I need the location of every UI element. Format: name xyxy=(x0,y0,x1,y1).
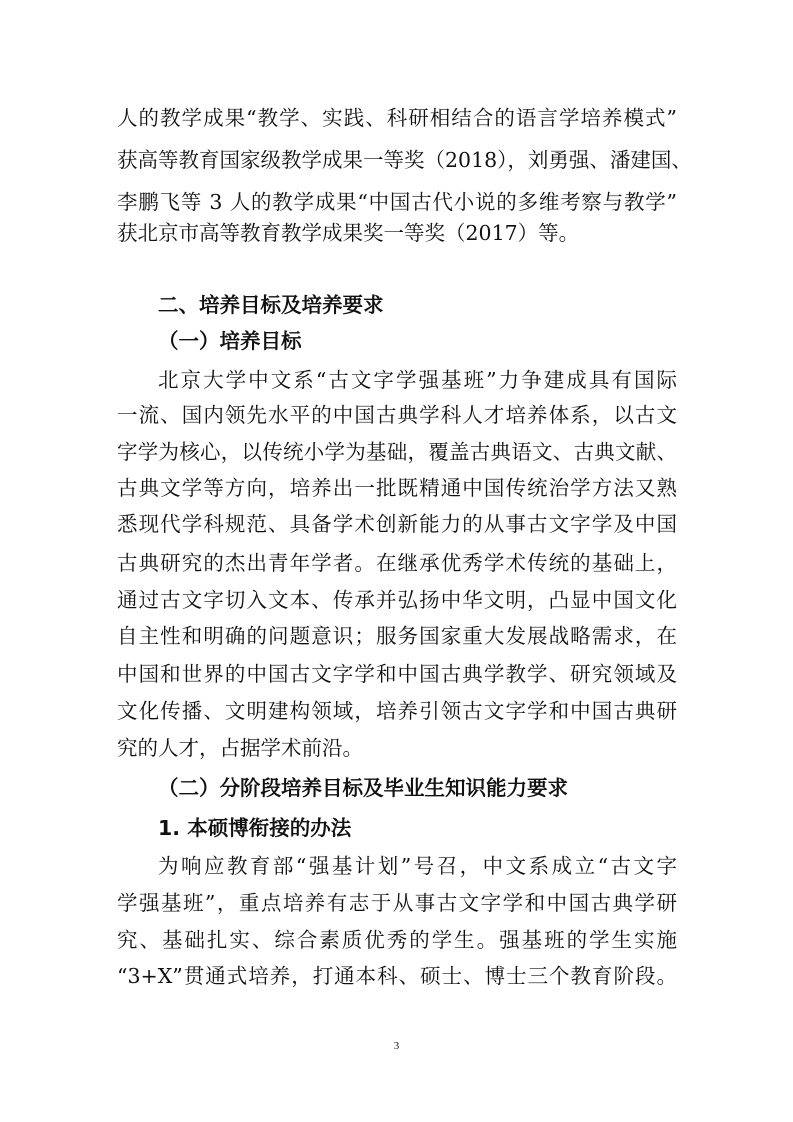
paragraph-line: 究、基础扎实、综合素质优秀的学生。强基班的学生实施 xyxy=(117,928,677,952)
paragraph-line: 通过古文字切入文本、传承并弘扬中华文明，凸显中国文化 xyxy=(117,588,677,612)
subsection-heading: （一）培养目标 xyxy=(158,329,302,353)
paragraph-line: 文化传播、文明建构领域，培养引领古文字学和中国古典研 xyxy=(117,699,677,723)
paragraph-line: 悉现代学科规范、具备学术创新能力的从事古文字学及中国 xyxy=(117,512,677,536)
section-heading: 二、培养目标及培养要求 xyxy=(158,293,384,317)
paragraph-line: “3+X”贯通式培养，打通本科、硕士、博士三个教育阶段。 xyxy=(117,964,677,988)
paragraph-line: 获高等教育国家级教学成果一等奖（2018），刘勇强、潘建国、 xyxy=(117,148,692,172)
paragraph-line: 究的人才，占据学术前沿。 xyxy=(117,736,363,760)
paragraph-line: 获北京市高等教育教学成果奖一等奖（2017）等。 xyxy=(117,221,580,245)
paragraph-line: 人的教学成果“教学、实践、科研相结合的语言学培养模式” xyxy=(117,106,677,130)
paragraph-line: 李鹏飞等 3 人的教学成果“中国古代小说的多维考察与教学” xyxy=(117,190,677,214)
subsection-heading: （二）分阶段培养目标及毕业生知识能力要求 xyxy=(158,776,568,800)
paragraph-line: 中国和世界的中国古文字学和中国古典学教学、研究领域及 xyxy=(117,662,677,686)
item-heading: 1. 本硕博衔接的办法 xyxy=(158,816,352,840)
paragraph-line: 字学为核心，以传统小学为基础，覆盖古典语文、古典文献、 xyxy=(117,440,677,464)
paragraph-line: 古典文学等方向，培养出一批既精通中国传统治学方法又熟 xyxy=(117,476,677,500)
paragraph-line: 古典研究的杰出青年学者。在继承优秀学术传统的基础上， xyxy=(117,551,677,575)
paragraph-line: 为响应教育部“强基计划”号召，中文系成立“古文字 xyxy=(158,854,677,878)
page-number: 3 xyxy=(393,1040,400,1052)
paragraph-line: 自主性和明确的问题意识；服务国家重大发展战略需求，在 xyxy=(117,624,677,648)
paragraph-line: 北京大学中文系“古文字学强基班”力争建成具有国际 xyxy=(158,368,677,392)
paragraph-line: 一流、国内领先水平的中国古典学科人才培养体系，以古文 xyxy=(117,403,677,427)
paragraph-line: 学强基班”，重点培养有志于从事古文字学和中国古典学研 xyxy=(117,891,677,915)
